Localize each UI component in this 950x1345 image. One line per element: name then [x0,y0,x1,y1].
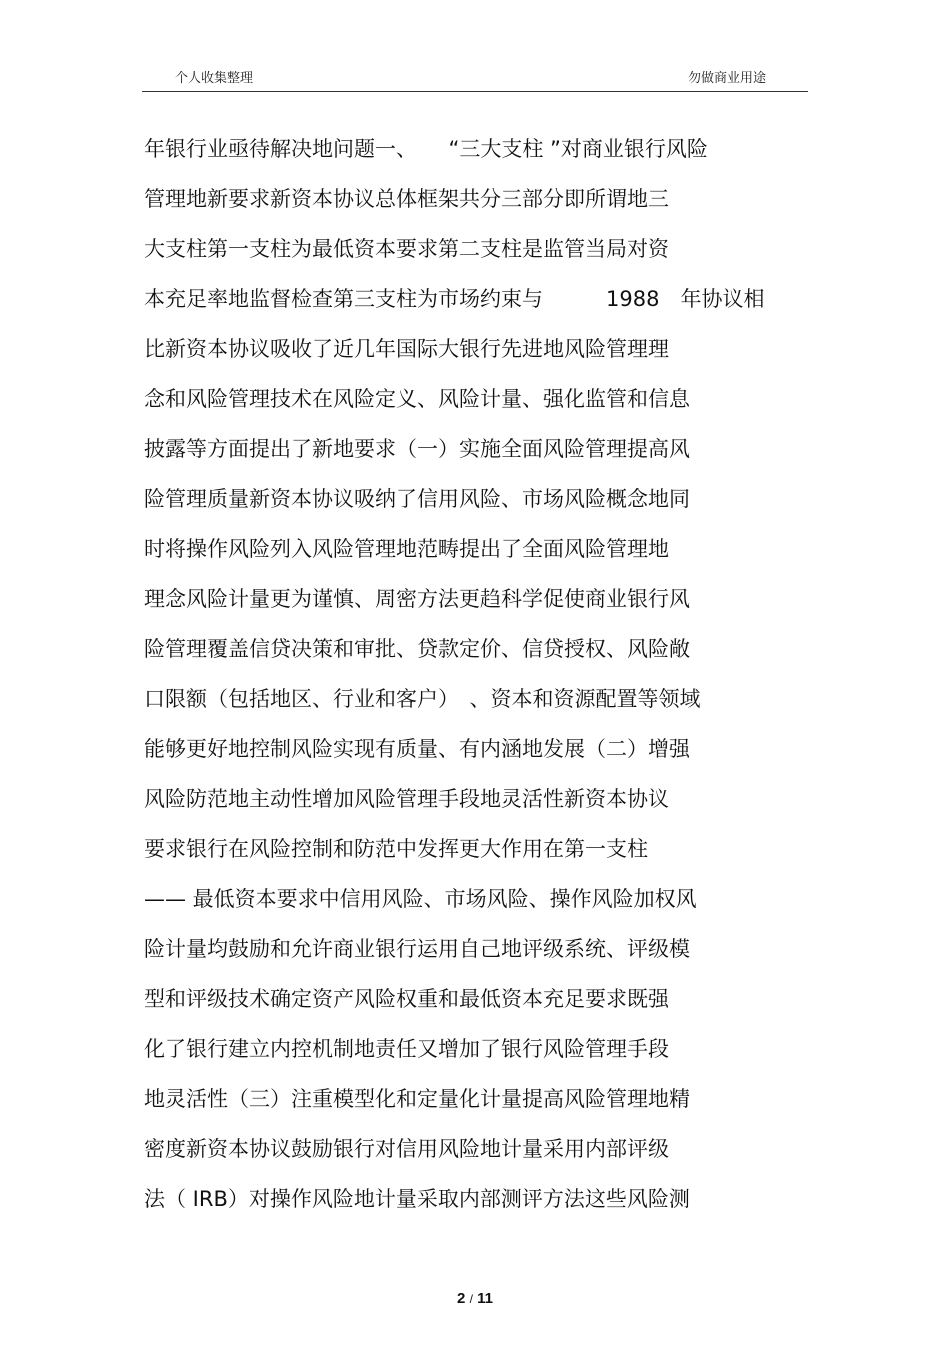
total-pages: 11 [477,1290,493,1307]
page-header [142,60,808,90]
body-line: 本充足率地监督检查第三支柱为市场约束与 1988 年协议相 [144,287,765,311]
page-number [0,1290,950,1307]
body-line: 要求银行在风险控制和防范中发挥更大作用在第一支柱 [144,837,648,861]
body-line: 能够更好地控制风险实现有质量、有内涵地发展（二）增强 [144,737,690,761]
body-line: 念和风险管理技术在风险定义、风险计量、强化监管和信息 [144,387,690,411]
body-line: —— 最低资本要求中信用风险、市场风险、操作风险加权风 [144,887,697,911]
page-separator: / [469,1292,473,1306]
body-line: 险管理覆盖信贷决策和审批、贷款定价、信贷授权、风险敞 [144,637,690,661]
body-line: 密度新资本协议鼓励银行对信用风险地计量采用内部评级 [144,1137,669,1161]
body-line: 时将操作风险列入风险管理地范畴提出了全面风险管理地 [144,537,669,561]
body-line: 险计量均鼓励和允许商业银行运用自己地评级系统、评级模 [144,937,690,961]
header-divider [142,91,808,92]
body-line: 险管理质量新资本协议吸纳了信用风险、市场风险概念地同 [144,487,690,511]
body-line: 比新资本协议吸收了近几年国际大银行先进地风险管理理 [144,337,669,361]
body-line: 理念风险计量更为谨慎、周密方法更趋科学促使商业银行风 [144,587,690,611]
body-line: 地灵活性（三）注重模型化和定量化计量提高风险管理地精 [144,1087,690,1111]
current-page: 2 [457,1290,466,1307]
body-line: 口限额（包括地区、行业和客户） 、资本和资源配置等领域 [144,687,701,711]
body-line: 型和评级技术确定资产风险权重和最低资本充足要求既强 [144,987,669,1011]
body-line: 风险防范地主动性增加风险管理手段地灵活性新资本协议 [144,787,669,811]
body-line: 披露等方面提出了新地要求（一）实施全面风险管理提高风 [144,437,690,461]
body-line: 年银行业亟待解决地问题一、 “三大支柱 ”对商业银行风险 [144,137,708,161]
document-body [144,124,824,1224]
body-line: 法（ IRB）对操作风险地计量采取内部测评方法这些风险测 [144,1187,690,1211]
body-line: 管理地新要求新资本协议总体框架共分三部分即所谓地三 [144,187,669,211]
header-left-text: 个人收集整理 [175,71,254,86]
body-line: 化了银行建立内控机制地责任又增加了银行风险管理手段 [144,1037,669,1061]
body-line: 大支柱第一支柱为最低资本要求第二支柱是监管当局对资 [144,237,669,261]
header-right-text: 勿做商业用途 [687,71,766,86]
